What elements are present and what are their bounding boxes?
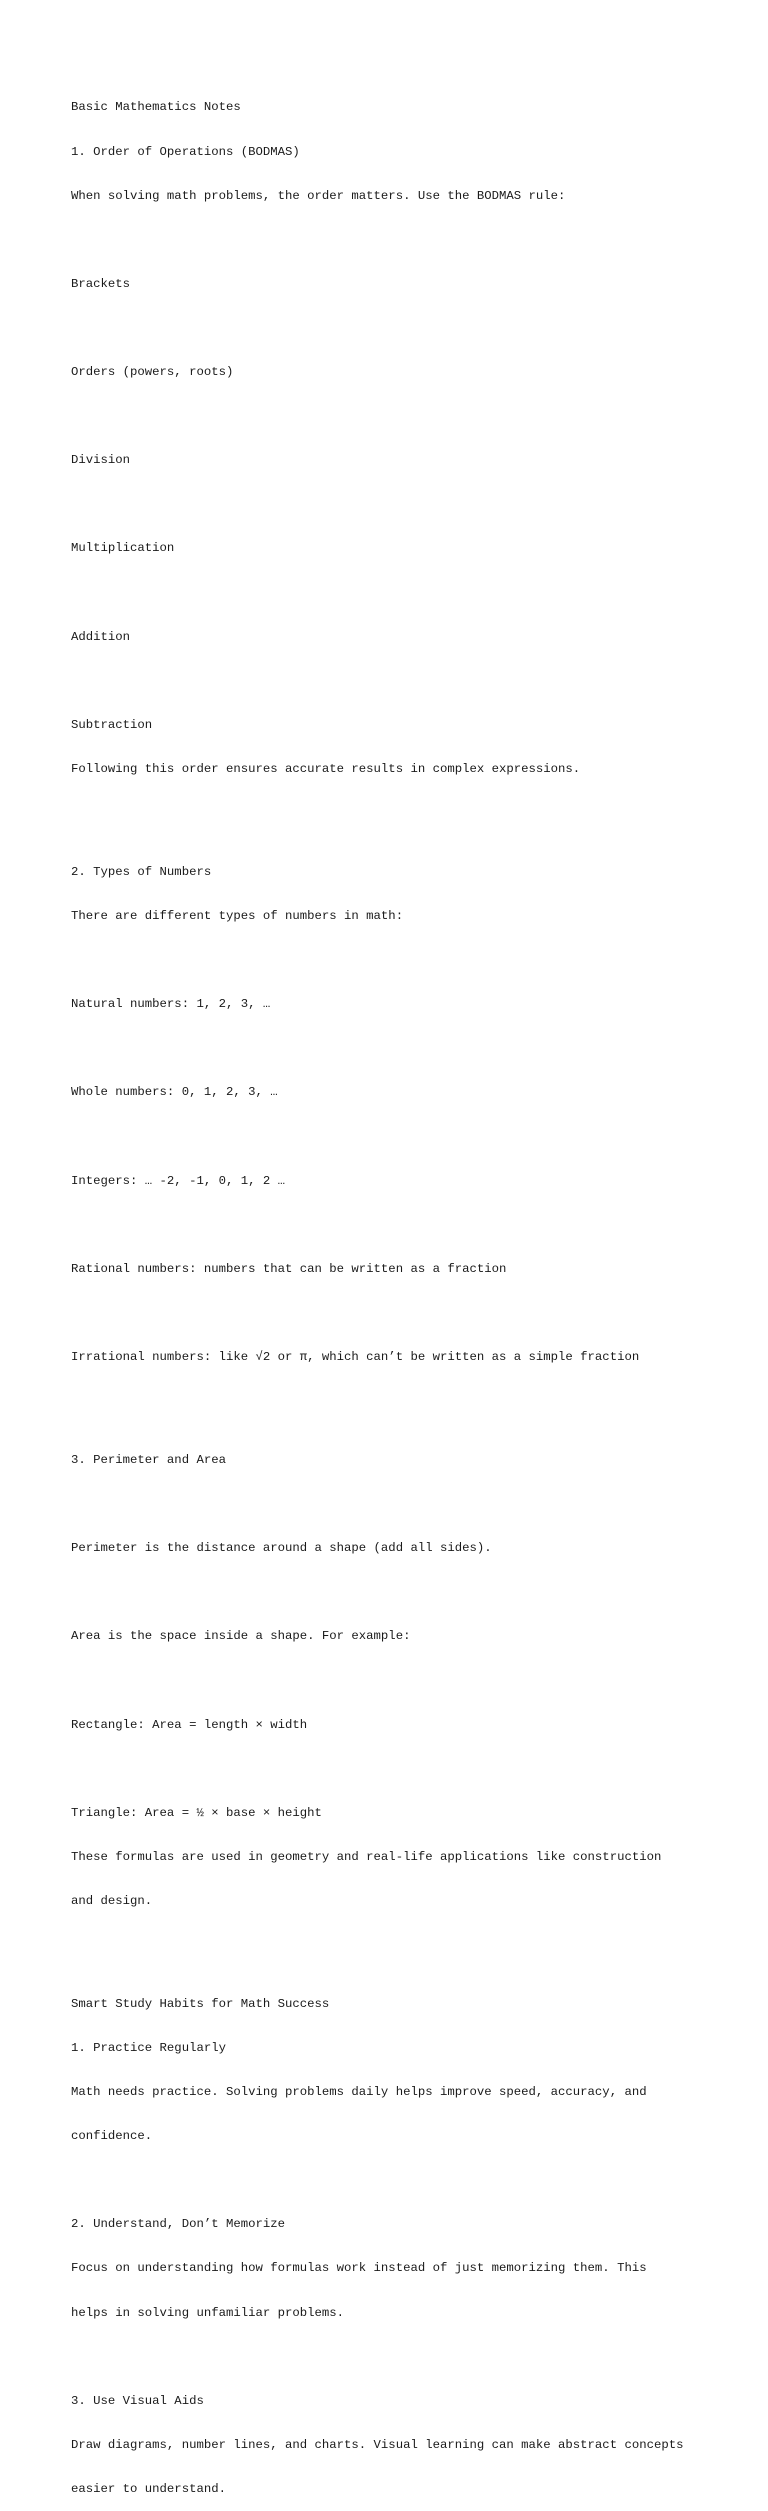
list-item: Multiplication [71, 541, 175, 556]
habit-heading: 1. Practice Regularly [71, 2040, 226, 2055]
spacer [71, 1585, 711, 1600]
section-heading-numbers: 2. Types of Numbers [71, 864, 212, 879]
spacer [71, 1041, 711, 1056]
spacer [71, 1497, 711, 1512]
paragraph: Area is the space inside a shape. For example: [71, 1629, 411, 1644]
spacer [71, 1762, 711, 1777]
list-item: Division [71, 453, 131, 468]
spacer [71, 953, 711, 968]
spacer [71, 2350, 711, 2365]
list-item: Rectangle: Area = length × width [71, 1717, 308, 1732]
spacer [71, 2173, 711, 2188]
paragraph: When solving math problems, the order matters. Use the BODMAS rule: [71, 188, 566, 203]
spacer [71, 586, 711, 601]
spacer [71, 233, 711, 248]
spacer [71, 1129, 711, 1144]
paragraph: Following this order ensures accurate results in complex expressions. [71, 761, 581, 776]
list-item: Subtraction [71, 717, 153, 732]
spacer [71, 1394, 711, 1409]
section-title-study-habits: Smart Study Habits for Math Success [71, 1996, 330, 2011]
paragraph: These formulas are used in geometry and real-life applications like construction [71, 1849, 662, 1864]
paragraph: helps in solving unfamiliar problems. [71, 2305, 345, 2320]
list-item: Addition [71, 629, 131, 644]
spacer [71, 1218, 711, 1233]
list-item: Orders (powers, roots) [71, 365, 234, 380]
list-item: Irrational numbers: like √2 or π, which can’t be written as a simple fraction [71, 1349, 640, 1364]
paragraph: Math needs practice. Solving problems daily helps improve speed, accuracy, and [71, 2085, 647, 2100]
spacer [71, 321, 711, 336]
spacer [71, 806, 711, 821]
habit-heading: 2. Understand, Don’t Memorize [71, 2217, 286, 2232]
paragraph: Draw diagrams, number lines, and charts. Visual learning can make abstract concepts [71, 2437, 684, 2452]
list-item: Natural numbers: 1, 2, 3, … [71, 997, 271, 1012]
paragraph: There are different types of numbers in math: [71, 908, 404, 923]
spacer [71, 409, 711, 424]
section-heading-perimeter-area: 3. Perimeter and Area [71, 1452, 226, 1467]
spacer [71, 1673, 711, 1688]
spacer [71, 1938, 711, 1953]
document-page [71, 71, 711, 2511]
list-item: Brackets [71, 276, 131, 291]
spacer [71, 674, 711, 689]
paragraph: Perimeter is the distance around a shape (add all sides). [71, 1541, 492, 1556]
list-item: Whole numbers: 0, 1, 2, 3, … [71, 1085, 278, 1100]
list-item: Rational numbers: numbers that can be written as a fraction [71, 1261, 507, 1276]
habit-heading: 3. Use Visual Aids [71, 2393, 204, 2408]
list-item: Triangle: Area = ½ × base × height [71, 1805, 322, 1820]
spacer [71, 497, 711, 512]
paragraph: easier to understand. [71, 2482, 226, 2496]
document-title: Basic Mathematics Notes [71, 100, 241, 115]
paragraph: Focus on understanding how formulas work instead of just memorizing them. This [71, 2261, 647, 2276]
paragraph: and design. [71, 1893, 153, 1908]
list-item: Integers: … -2, -1, 0, 1, 2 … [71, 1173, 286, 1188]
paragraph: confidence. [71, 2129, 153, 2144]
spacer [71, 1306, 711, 1321]
section-heading-bodmas: 1. Order of Operations (BODMAS) [71, 144, 300, 159]
